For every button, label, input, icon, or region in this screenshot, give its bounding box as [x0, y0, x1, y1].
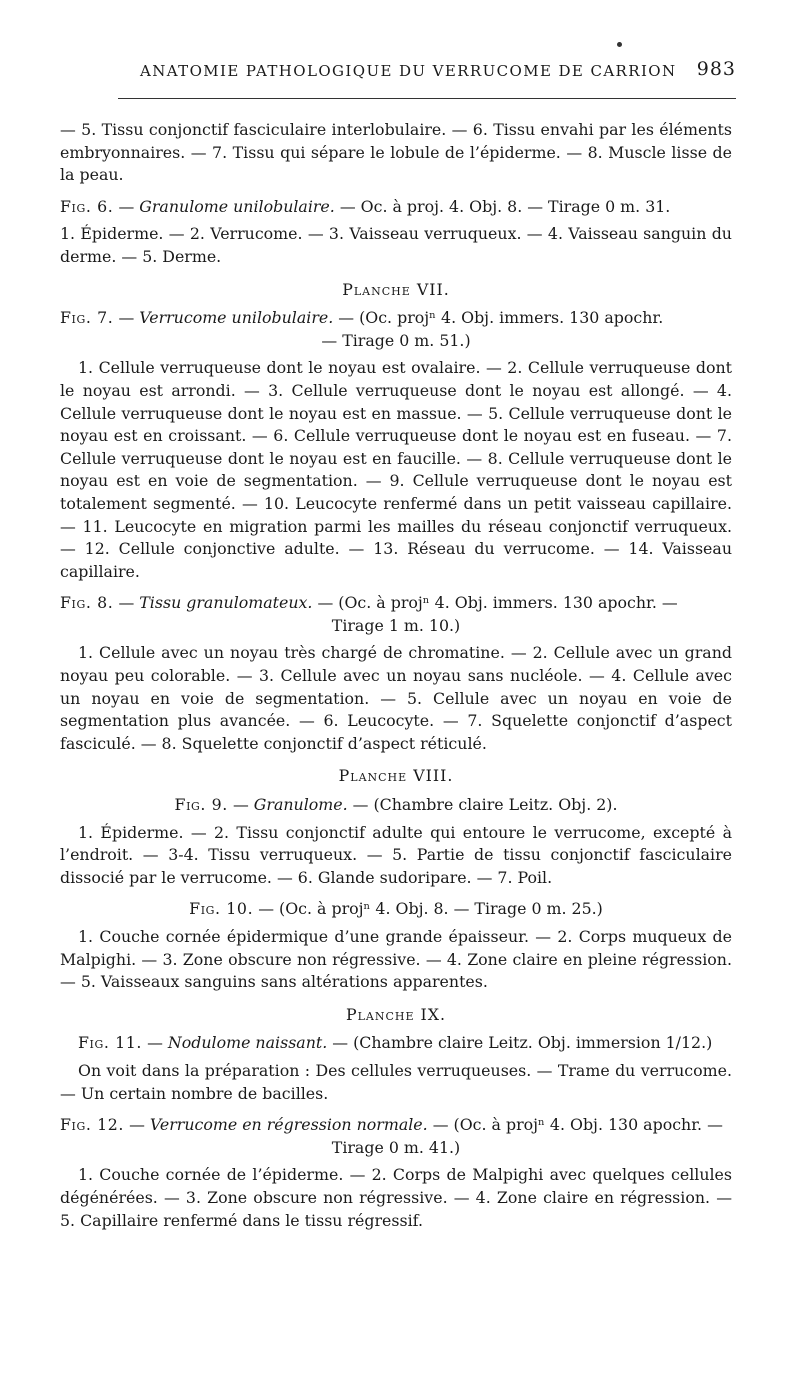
figure-specs: — (Oc. à projⁿ 4. Obj. 8. — Tirage 0 m. 25.)	[253, 899, 603, 919]
figure-label: Fig. 9.	[174, 795, 228, 815]
figure-caption-6	[60, 196, 732, 219]
figure-legend-8: 1. Cellule avec un noyau très chargé de chromatine. — 2. Cellule avec un grand noyau peu colorable. — 3. Cellule avec un noyau sans nucléole. — 4. Cellule avec un noyau en voie de segmentation. — 5. Cellule avec un noyau en voie de segmentation plus avancée. — 6. Leucocyte. — 7. Squelette conjonctif d’aspect fasciculé. — 8. Squelette conjonctif d’aspect réticulé.	[60, 643, 732, 753]
figure-caption-12	[60, 1114, 732, 1137]
figure-title: Nodulome naissant.	[167, 1033, 328, 1053]
figure-specs: — Oc. à proj. 4. Obj. 8. — Tirage 0 m. 31.	[334, 196, 671, 216]
figure-caption-8-cont: Tirage 1 m. 10.)	[331, 615, 461, 635]
dash: —	[113, 593, 140, 613]
legend-continuation: — 5. Tissu conjonctif fasciculaire interlobulaire. — 6. Tissu envahi par les éléments embryonnaires. — 7. Tissu qui sépare le lobule de l’épiderme. — 8. Muscle lisse de la peau.	[60, 120, 732, 185]
figure-specs: — (Oc. projⁿ 4. Obj. immers. 130 apochr.	[333, 308, 664, 328]
dash: —	[113, 196, 140, 216]
figure-title: Verrucome unilobulaire.	[139, 308, 334, 328]
figure-caption-7-cont: — Tirage 0 m. 51.)	[321, 330, 471, 350]
figure-title: Verrucome en régression normale.	[149, 1115, 428, 1135]
figure-specs: — (Oc. à projⁿ 4. Obj. immers. 130 apochr. —	[312, 593, 678, 613]
figure-label: Fig. 12.	[60, 1115, 125, 1135]
figure-caption-10	[60, 898, 732, 921]
plate-heading-vii: Planche VII.	[342, 279, 450, 299]
plate-heading-viii: Planche VIII.	[338, 766, 454, 786]
figure-legend-6: 1. Épiderme. — 2. Verrucome. — 3. Vaisseau verruqueux. — 4. Vaisseau sanguin du derme. — 5. Derme.	[60, 224, 732, 266]
figure-label: Fig. 6.	[60, 196, 114, 216]
figure-caption-11	[60, 1032, 732, 1055]
figure-caption-8	[60, 592, 732, 615]
figure-label: Fig. 8.	[60, 593, 114, 613]
dash: —	[113, 308, 140, 328]
dash: —	[142, 1033, 168, 1053]
figure-legend-11: On voit dans la préparation : Des cellules verruqueuses. — Trame du verrucome. — Un certain nombre de bacilles.	[60, 1060, 732, 1103]
figure-title: Tissu granulomateux.	[139, 593, 313, 613]
figure-legend-12: 1. Couche cornée de l’épiderme. — 2. Corps de Malpighi avec quelques cellules dégénérées. — 3. Zone obscure non régressive. — 4. Zone claire en régression. — 5. Capillaire renfermé dans le tissu régressif.	[60, 1165, 732, 1230]
figure-specs: — (Chambre claire Leitz. Obj. immersion 1/12.)	[327, 1033, 713, 1053]
figure-label: Fig. 11.	[78, 1033, 143, 1053]
figure-legend-7: 1. Cellule verruqueuse dont le noyau est ovalaire. — 2. Cellule verruqueuse dont le noyau est arrondi. — 3. Cellule verruqueuse dont le noyau est allongé. — 4. Cellule verruqueuse dont le noyau est en massue. — 5. Cellule verruqueuse dont le noyau est en croissant. — 6. Cellule verruqueuse dont le noyau est en fuseau. — 7. Cellule verruqueuse dont le noyau est en faucille. — 8. Cellule verruqueuse dont le noyau est en voie de segmentation. — 9. Cellule verruqueuse dont le noyau est totalement segmenté. — 10. Leucocyte renfermé dans un petit vaisseau capillaire. — 11. Leucocyte en migration parmi les mailles du réseau conjonctif verruqueux. — 12. Cellule conjonctive adulte. — 13. Réseau du verrucome. — 14. Vaisseau capillaire.	[60, 358, 732, 581]
figure-caption-9	[60, 794, 732, 817]
figure-label: Fig. 10.	[189, 899, 254, 919]
body-text	[60, 119, 732, 1232]
running-title: ANATOMIE PATHOLOGIQUE DU VERRUCOME DE CARRION	[140, 62, 677, 80]
plate-heading-ix: Planche IX.	[345, 1004, 447, 1024]
dash: —	[227, 795, 254, 815]
figure-title: Granulome unilobulaire.	[139, 196, 335, 216]
figure-label: Fig. 7.	[60, 308, 114, 328]
print-speck	[617, 42, 622, 47]
figure-specs: — (Chambre claire Leitz. Obj. 2).	[347, 795, 618, 815]
figure-caption-7	[60, 307, 732, 330]
page-number: 983	[696, 58, 736, 80]
figure-legend-9: 1. Épiderme. — 2. Tissu conjonctif adulte qui entoure le verrucome, excepté à l’endroit. — 3-4. Tissu verruqueux. — 5. Partie de tissu conjonctif fasciculaire dissocié par le verrucome. — 6. Glande sudoripare. — 7. Poil.	[60, 822, 732, 887]
figure-caption-12-cont: Tirage 0 m. 41.)	[331, 1137, 461, 1157]
header-rule	[118, 98, 736, 99]
figure-legend-10: 1. Couche cornée épidermique d’une grande épaisseur. — 2. Corps muqueux de Malpighi. — 3. Zone obscure non régressive. — 4. Zone claire en pleine régression. — 5. Vaisseaux sanguins sans altérations apparentes.	[60, 927, 732, 992]
dash: —	[124, 1115, 150, 1135]
figure-title: Granulome.	[253, 795, 348, 815]
figure-specs: — (Oc. à projⁿ 4. Obj. 130 apochr. —	[427, 1115, 723, 1135]
